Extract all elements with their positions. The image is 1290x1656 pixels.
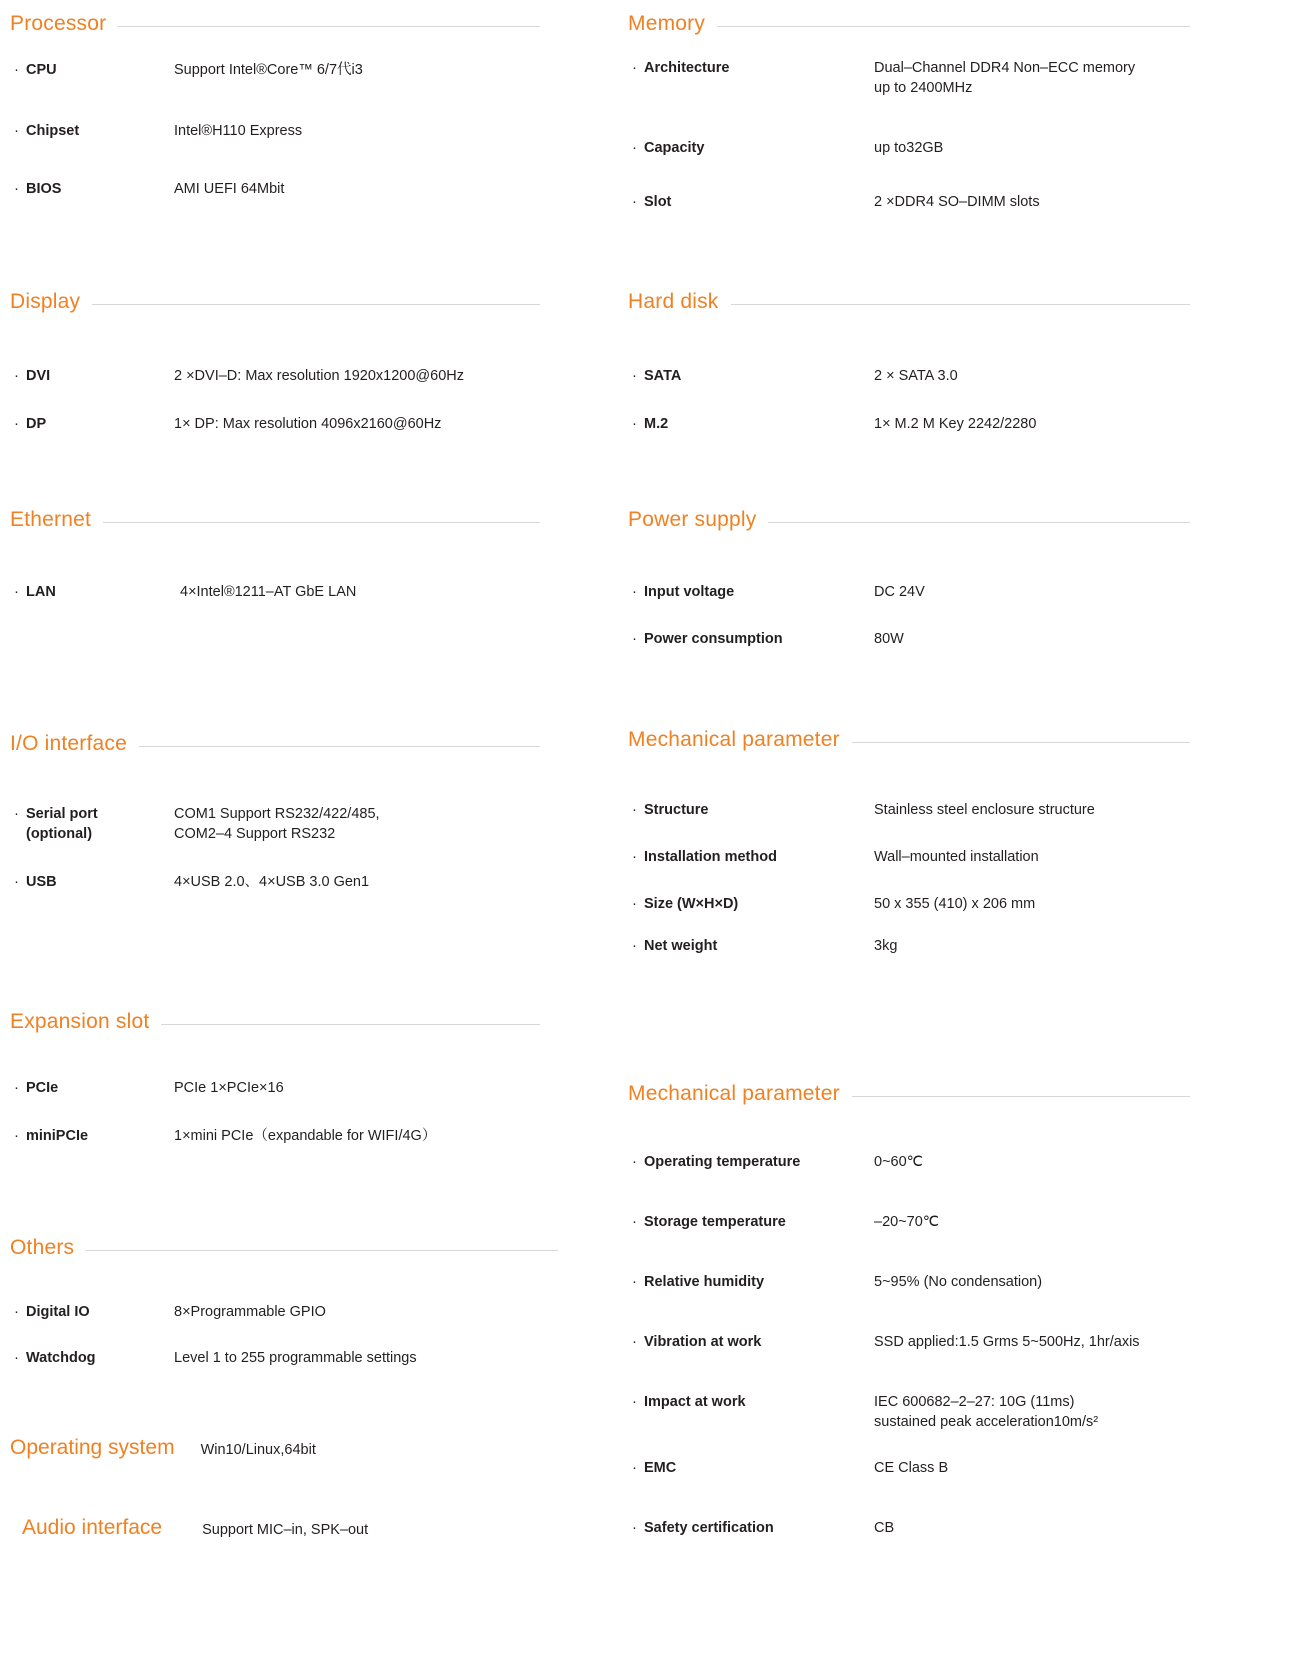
bullet-icon: ·	[14, 1079, 19, 1096]
section-rule	[852, 1096, 1190, 1097]
section-others	[10, 1236, 558, 1386]
spec-value: 4×Intel®1211–AT GbE LAN	[180, 584, 357, 600]
bullet-icon: ·	[632, 59, 637, 76]
spec-row	[628, 936, 1190, 956]
spec-row	[10, 1348, 558, 1368]
section-title: Others	[10, 1236, 75, 1259]
spec-value: 1× M.2 M Key 2242/2280	[874, 416, 1037, 432]
section-rule	[852, 742, 1190, 743]
section-power-supply	[628, 508, 1190, 667]
spec-value-line2: sustained peak acceleration10m/s²	[874, 1414, 1099, 1430]
section-title: Audio interface	[22, 1516, 163, 1539]
section-title: Mechanical parameter	[628, 728, 840, 751]
spec-row	[628, 1272, 1190, 1292]
section-header	[628, 12, 1190, 36]
section-title: Mechanical parameter	[628, 1082, 840, 1105]
spec-row	[628, 800, 1190, 820]
spec-rows	[10, 1078, 540, 1146]
spec-row	[10, 1126, 540, 1146]
spec-value: SSD applied:1.5 Grms 5~500Hz, 1hr/axis	[874, 1334, 1140, 1350]
section-header	[628, 290, 1190, 314]
spec-value: Support Intel®Core™ 6/7代i3	[174, 62, 363, 78]
spec-key: LAN	[26, 584, 56, 600]
spec-key: Architecture	[644, 60, 730, 76]
spec-value-line1: Dual–Channel DDR4 Non–ECC memory	[874, 60, 1136, 76]
spec-row	[10, 582, 540, 602]
section-mechanical-parameter	[628, 728, 1190, 974]
spec-value: 2 ×DDR4 SO–DIMM slots	[874, 194, 1040, 210]
section-header	[10, 1010, 540, 1034]
section-environment	[628, 1082, 1190, 1556]
bullet-icon: ·	[632, 367, 637, 384]
spec-value: 80W	[874, 631, 904, 647]
bullet-icon: ·	[632, 415, 637, 432]
section-rule	[161, 1024, 540, 1025]
spec-value: 2 × SATA 3.0	[874, 368, 958, 384]
spec-value: 3kg	[874, 938, 898, 954]
spec-value: PCIe 1×PCIe×16	[174, 1080, 284, 1096]
spec-value: 4×USB 2.0、4×USB 3.0 Gen1	[174, 874, 370, 890]
spec-row	[628, 138, 1190, 158]
spec-value: CE Class B	[874, 1460, 949, 1476]
bullet-icon: ·	[632, 1273, 637, 1290]
spec-value: 5~95% (No condensation)	[874, 1274, 1043, 1290]
spec-key: Structure	[644, 802, 709, 818]
bullet-icon: ·	[632, 583, 637, 600]
spec-value: 1×mini PCIe（expandable for WIFI/4G）	[174, 1128, 437, 1144]
spec-value-line1: IEC 600682–2–27: 10G (11ms)	[874, 1394, 1075, 1410]
bullet-icon: ·	[632, 630, 637, 647]
section-expansion-slot	[10, 1010, 540, 1164]
spec-key: USB	[26, 874, 57, 890]
section-header	[10, 12, 540, 36]
bullet-icon: ·	[632, 1213, 637, 1230]
spec-row	[10, 1302, 558, 1322]
spec-key: Impact at work	[644, 1394, 746, 1410]
section-rule	[731, 304, 1191, 305]
spec-value	[874, 58, 1190, 98]
spec-value: Wall–mounted installation	[874, 849, 1039, 865]
bullet-icon: ·	[632, 1519, 637, 1536]
bullet-icon: ·	[14, 873, 19, 890]
spec-value: Stainless steel enclosure structure	[874, 802, 1095, 818]
bullet-icon: ·	[14, 1127, 19, 1144]
spec-row	[10, 366, 540, 386]
spec-key: M.2	[644, 416, 669, 432]
spec-key: Vibration at work	[644, 1334, 762, 1350]
section-hard-disk	[628, 290, 1190, 452]
section-rule	[118, 26, 540, 27]
spec-key: PCIe	[26, 1080, 59, 1096]
section-title: Power supply	[628, 508, 757, 531]
spec-key: CPU	[26, 62, 57, 78]
section-header	[10, 508, 540, 532]
spec-key	[26, 804, 174, 844]
spec-key: Watchdog	[26, 1350, 96, 1366]
spec-value: Intel®H110 Express	[174, 123, 303, 139]
spec-row	[628, 582, 1190, 602]
spec-row	[10, 179, 540, 199]
spec-value: DC 24V	[874, 584, 925, 600]
spec-value: Support MIC–in, SPK–out	[202, 1522, 369, 1538]
spec-rows	[628, 800, 1190, 956]
spec-key: SATA	[644, 368, 682, 384]
bullet-icon: ·	[632, 801, 637, 818]
spec-row	[628, 1332, 1190, 1352]
section-title: Ethernet	[10, 508, 91, 531]
bullet-icon: ·	[14, 583, 19, 600]
section-title: Memory	[628, 12, 706, 35]
spec-key: Storage temperature	[644, 1214, 786, 1230]
section-rule	[139, 746, 540, 747]
spec-row	[10, 60, 540, 80]
section-operating-system	[10, 1436, 316, 1460]
spec-value: –20~70℃	[874, 1214, 940, 1230]
section-io-interface	[10, 732, 540, 910]
spec-value: 1× DP: Max resolution 4096x2160@60Hz	[174, 416, 442, 432]
spec-key: Input voltage	[644, 584, 735, 600]
section-title: Processor	[10, 12, 107, 35]
section-title: Hard disk	[628, 290, 719, 313]
section-header	[10, 290, 540, 314]
bullet-icon: ·	[632, 1333, 637, 1350]
section-processor	[10, 12, 540, 217]
spec-key: Size (W×H×D)	[644, 896, 739, 912]
spec-key: Safety certification	[644, 1520, 774, 1536]
section-rule	[103, 522, 540, 523]
bullet-icon: ·	[632, 937, 637, 954]
spec-value: 8×Programmable GPIO	[174, 1304, 326, 1320]
spec-key-line2: (optional)	[26, 826, 93, 842]
bullet-icon: ·	[632, 193, 637, 210]
spec-key: EMC	[644, 1460, 677, 1476]
spec-row	[10, 804, 540, 844]
section-title: Expansion slot	[10, 1010, 150, 1033]
spec-row	[628, 58, 1190, 98]
spec-value: AMI UEFI 64Mbit	[174, 181, 285, 197]
spec-row	[10, 1078, 540, 1098]
section-memory	[628, 12, 1190, 230]
spec-row	[10, 121, 540, 141]
spec-row	[628, 366, 1190, 386]
bullet-icon: ·	[632, 1459, 637, 1476]
spec-key: Power consumption	[644, 631, 783, 647]
bullet-icon: ·	[632, 895, 637, 912]
spec-value-line1: COM1 Support RS232/422/485,	[174, 806, 380, 822]
spec-rows	[628, 366, 1190, 434]
spec-row	[10, 872, 540, 892]
spec-row	[628, 192, 1190, 212]
spec-value-line2: COM2–4 Support RS232	[174, 826, 336, 842]
section-title: Display	[10, 290, 81, 313]
spec-rows	[10, 804, 540, 892]
spec-value: Level 1 to 255 programmable settings	[174, 1350, 417, 1366]
spec-key: miniPCIe	[26, 1128, 89, 1144]
section-ethernet	[10, 508, 540, 620]
spec-key: Net weight	[644, 938, 718, 954]
section-header	[10, 1236, 558, 1260]
bullet-icon: ·	[14, 1349, 19, 1366]
spec-value: 0~60℃	[874, 1154, 923, 1170]
spec-row	[628, 894, 1190, 914]
spec-row	[628, 629, 1190, 649]
bullet-icon: ·	[632, 848, 637, 865]
spec-key: Relative humidity	[644, 1274, 765, 1290]
spec-value: CB	[874, 1520, 895, 1536]
bullet-icon: ·	[14, 415, 19, 432]
spec-value: 50 x 355 (410) x 206 mm	[874, 896, 1036, 912]
spec-row	[628, 1212, 1190, 1232]
bullet-icon: ·	[14, 180, 19, 197]
spec-rows	[10, 366, 540, 434]
section-display	[10, 290, 540, 452]
section-rule	[92, 304, 540, 305]
section-title: I/O interface	[10, 732, 127, 755]
spec-key: Installation method	[644, 849, 777, 865]
spec-key: BIOS	[26, 181, 62, 197]
spec-rows	[10, 60, 540, 199]
spec-key: Chipset	[26, 123, 80, 139]
spec-key: Capacity	[644, 140, 705, 156]
section-header	[628, 1082, 1190, 1106]
spec-key: Slot	[644, 194, 672, 210]
section-audio-interface	[22, 1516, 368, 1540]
section-rule	[768, 522, 1190, 523]
spec-row	[628, 847, 1190, 867]
bullet-icon: ·	[14, 1303, 19, 1320]
spec-row	[628, 1152, 1190, 1172]
section-header	[628, 508, 1190, 532]
spec-rows	[10, 1302, 558, 1368]
bullet-icon: ·	[632, 1393, 637, 1410]
spec-key: DP	[26, 416, 47, 432]
spec-key-line1: Serial port	[26, 806, 98, 822]
spec-rows	[10, 582, 540, 602]
spec-row	[10, 414, 540, 434]
spec-value: 2 ×DVI–D: Max resolution 1920x1200@60Hz	[174, 368, 464, 384]
bullet-icon: ·	[14, 367, 19, 384]
spec-rows	[628, 58, 1190, 212]
bullet-icon: ·	[632, 139, 637, 156]
spec-value: Win10/Linux,64bit	[200, 1442, 316, 1458]
section-header	[10, 732, 540, 756]
spec-rows	[628, 582, 1190, 649]
spec-row	[628, 1458, 1190, 1478]
spec-value-line2: up to 2400MHz	[874, 80, 973, 96]
spec-value: up to32GB	[874, 140, 944, 156]
spec-row	[628, 414, 1190, 434]
section-title: Operating system	[10, 1436, 175, 1459]
bullet-icon: ·	[14, 805, 19, 822]
section-header	[628, 728, 1190, 752]
spec-key: Operating temperature	[644, 1154, 801, 1170]
section-rule	[717, 26, 1190, 27]
spec-key: Digital IO	[26, 1304, 90, 1320]
bullet-icon: ·	[632, 1153, 637, 1170]
spec-rows	[628, 1152, 1190, 1538]
section-rule	[86, 1250, 558, 1251]
spec-key: DVI	[26, 368, 51, 384]
spec-row	[628, 1392, 1190, 1432]
bullet-icon: ·	[14, 122, 19, 139]
spec-value	[174, 804, 540, 844]
spec-value	[874, 1392, 1190, 1432]
spec-row	[628, 1518, 1190, 1538]
bullet-icon: ·	[14, 61, 19, 78]
